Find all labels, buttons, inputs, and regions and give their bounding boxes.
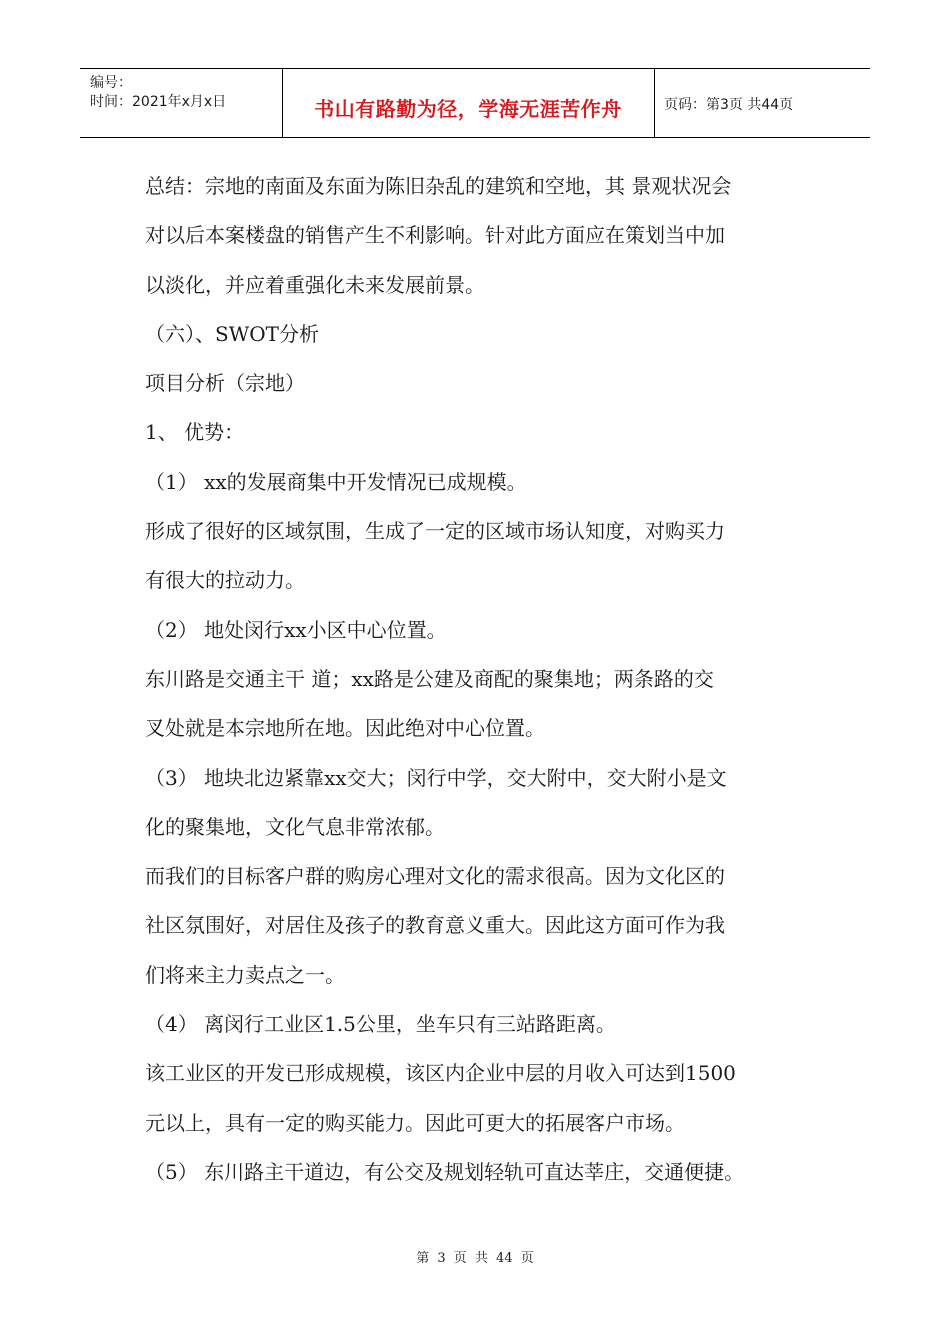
text-line: 们将来主力卖点之一。: [145, 962, 345, 987]
subsection-heading: 项目分析（宗地）: [145, 371, 305, 396]
text-line: 元以上，具有一定的购买能力。因此可更大的拓展客户市场。: [145, 1110, 685, 1135]
text-line: 东川路是交通主干 道；xx路是公建及商配的聚集地；两条路的交: [145, 666, 714, 691]
document-number-label: 编号：: [90, 75, 132, 91]
header-motto: 书山有路勤为径，学海无涯苦作舟: [314, 97, 622, 121]
list-item: （4） 离闵行工业区1.5公里，坐车只有三站路距离。: [145, 1012, 616, 1037]
header-motto-cell: [282, 69, 655, 137]
header-page-info: 页码：第3页 共44页: [664, 97, 794, 113]
text-line: 总结：宗地的南面及东面为陈旧杂乱的建筑和空地，其 景观状况会: [145, 174, 732, 198]
text-line: 社区氛围好，对居住及孩子的教育意义重大。因此这方面可作为我: [145, 913, 725, 938]
list-item: （2） 地处闵行xx小区中心位置。: [145, 617, 447, 642]
list-heading: 1、 优势：: [145, 420, 245, 445]
list-item: （3） 地块北边紧靠xx交大；闵行中学，交大附中，交大附小是文: [145, 765, 727, 790]
text-line: 以淡化，并应着重强化未来发展前景。: [145, 272, 485, 297]
text-line: 该工业区的开发已形成规模，该区内企业中层的月收入可达到1500: [145, 1061, 736, 1086]
page-footer: 第 3 页 共 44 页: [416, 1251, 534, 1266]
list-item: （5） 东川路主干道边，有公交及规划轻轨可直达莘庄，交通便捷。: [145, 1159, 745, 1184]
text-line: 化的聚集地，文化气息非常浓郁。: [145, 814, 445, 839]
document-body: [145, 162, 810, 1197]
text-line: 有很大的拉动力。: [145, 568, 305, 593]
text-line: 对以后本案楼盘的销售产生不利影响。针对此方面应在策划当中加: [145, 223, 725, 248]
text-line: 形成了很好的区域氛围，生成了一定的区域市场认知度，对购买力: [145, 519, 725, 544]
text-line: 叉处就是本宗地所在地。因此绝对中心位置。: [145, 716, 545, 741]
header-page-cell: [654, 69, 870, 137]
page-header: [80, 68, 870, 138]
list-item: （1） xx的发展商集中开发情况已成规模。: [145, 469, 527, 494]
header-left-cell: [80, 69, 283, 137]
text-line: 而我们的目标客户群的购房心理对文化的需求很高。因为文化区的: [145, 864, 725, 889]
section-heading: （六）、SWOT分析: [145, 321, 319, 346]
document-date: 时间：2021年x月x日: [90, 94, 227, 110]
